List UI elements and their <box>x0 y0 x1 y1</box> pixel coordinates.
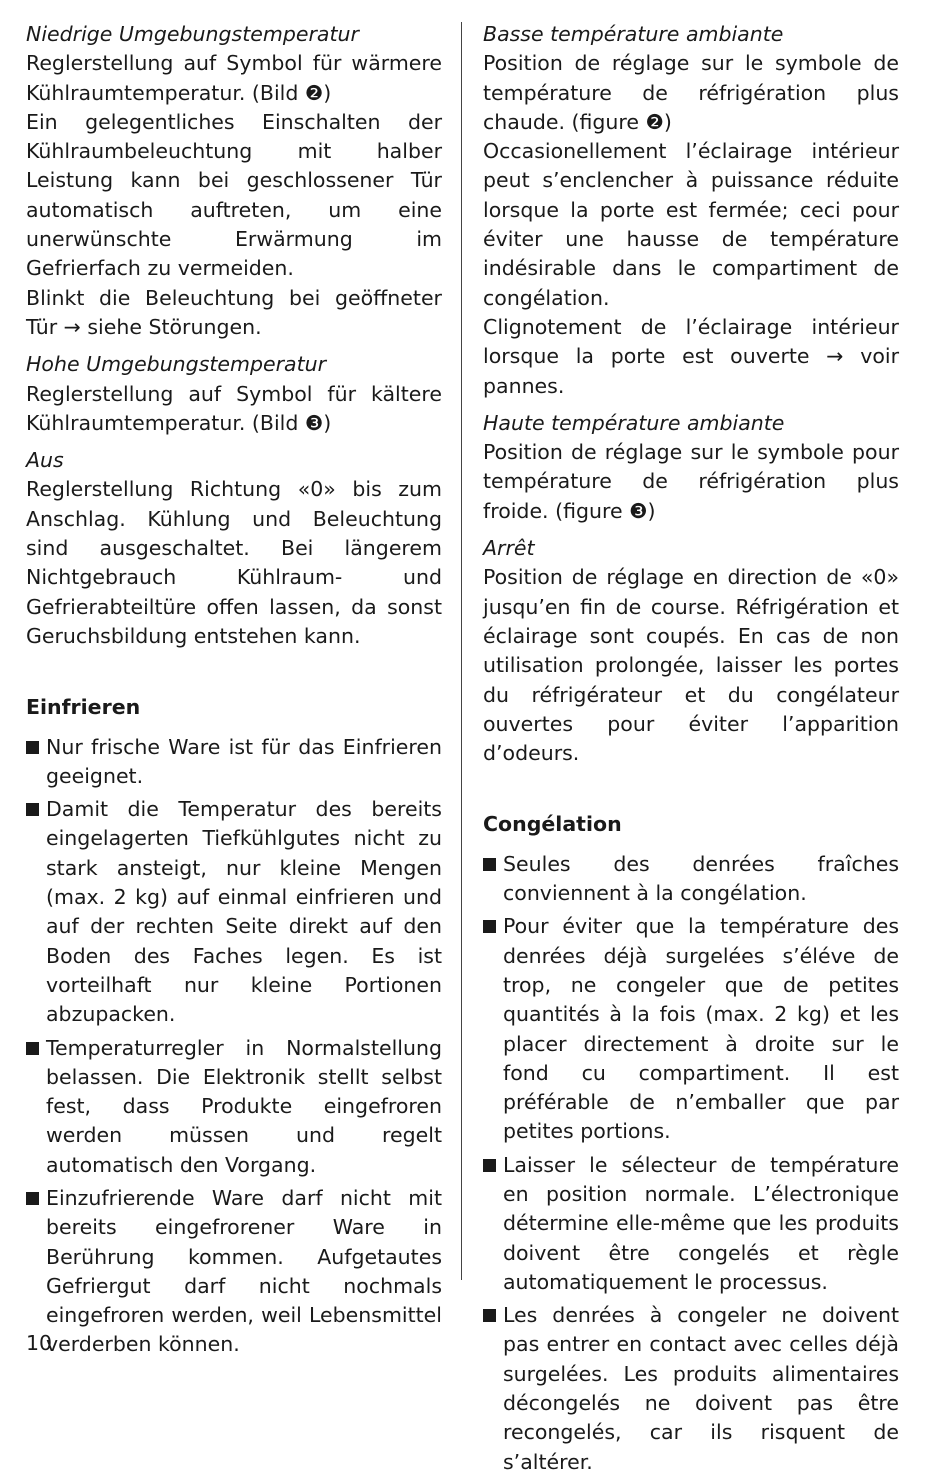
fr-freezing-list <box>483 850 899 1477</box>
fr-high-temp-title: Haute température ambiante <box>483 410 785 435</box>
de-freezing-heading: Einfrieren <box>26 695 141 720</box>
list-item: Temperaturregler in Normalstellung belassen. Die Elektronik stellt selbst fest, dass Produkte eingefroren werden müssen und regelt automatisch den Vorgang. <box>26 1034 442 1180</box>
de-off-text: Reglerstellung Richtung «0» bis zum Anschlag. Kühlung und Beleuchtung sind ausgeschaltet. Bei längerem Nichtgebrauch Kühlraum- und Gefrierabteiltüre offen lassen, da sonst Geruchsbildung entstehen kann. <box>26 477 442 648</box>
column-divider <box>461 22 462 1280</box>
fr-low-temp-text-1: Position de réglage sur le symbole de température de réfrigération plus chaude. (figure ❷) <box>483 51 899 134</box>
de-low-temp-text-3: Blinkt die Beleuchtung bei geöffneter Tür → siehe Störungen. <box>26 285 442 339</box>
fr-off-text: Position de réglage en direction de «0» jusqu’en fin de course. Réfrigération et éclairage sont coupés. En cas de non utilisation prolongée, laisser les portes du réfrigérateur et du congélateur ouvertes pour éviter l’apparition d’odeurs. <box>483 565 899 766</box>
de-low-temp-text-2: Ein gelegentliches Einschalten der Kühlraumbeleuchtung mit halber Leistung kann bei geschlossener Tür automatisch auftreten, um eine unerwünschte Erwärmung im Gefrierfach zu vermeiden. <box>26 109 442 281</box>
de-high-temp-title: Hohe Umgebungstemperatur <box>26 352 327 377</box>
list-item: Nur frische Ware ist für das Einfrieren geeignet. <box>26 733 442 792</box>
de-off-title: Aus <box>26 448 64 473</box>
fr-low-temp-text-3: Clignotement de l’éclairage intérieur lorsque la porte est ouverte → voir pannes. <box>483 314 899 398</box>
fr-freezing-heading: Congélation <box>483 812 622 837</box>
list-item: Damit die Temperatur des bereits eingelagerten Tiefkühlgutes nicht zu stark ansteigt, nur kleine Mengen (max. 2 kg) auf einmal einfrieren und auf der rechten Seite direkt auf den Boden des Faches legen. Es ist vorteilhaft nur kleine Portionen abzupacken. <box>26 795 442 1029</box>
list-item: Seules des denrées fraîches conviennent à la congélation. <box>483 850 899 909</box>
fr-off-title: Arrêt <box>483 536 535 561</box>
list-item: Laisser le sélecteur de température en position normale. L’électronique détermine elle-même que les produits doivent être congelés et règle automatiquement le processus. <box>483 1151 899 1297</box>
list-item: Einzufrierende Ware darf nicht mit bereits eingefrorener Ware in Berührung kommen. Aufgetautes Gefriergut darf nicht nochmals eingefroren werden, weil Lebensmittel verderben können. <box>26 1184 442 1360</box>
list-item: Les denrées à congeler ne doivent pas entrer en contact avec celles déjà surgelées. Les produits alimentaires décongelés ne doivent pas être recongelés, car ils risquent de s’altérer. <box>483 1301 899 1477</box>
page-number: 10 <box>26 1331 53 1355</box>
fr-low-temp-title: Basse température ambiante <box>483 22 784 46</box>
list-item: Pour éviter que la température des denrées déjà surgelées s’éléve de trop, ne congeler que de petites quantités à la fois (max. 2 kg) et les placer directement à droite sur le fond cu compartiment. Il est préférable de n’emballer que par petites portions. <box>483 912 899 1146</box>
de-freezing-list <box>26 733 442 1360</box>
de-high-temp-text: Reglerstellung auf Symbol für kältere Kühlraumtemperatur. (Bild ❸) <box>26 381 442 435</box>
de-low-temp-title: Niedrige Umgebungstemperatur <box>26 22 359 46</box>
fr-low-temp-text-2: Occasionellement l’éclairage intérieur peut s’enclencher à puissance réduite lorsque la porte est fermée; ceci pour éviter une hausse de température indésirable dans le compartiment de congélation. <box>483 139 899 310</box>
french-column <box>483 20 899 1481</box>
fr-high-temp-text: Position de réglage sur le symbole pour température de réfrigération plus froide. (figure ❸) <box>483 440 899 523</box>
german-column <box>26 20 442 1364</box>
de-low-temp-text-1: Reglerstellung auf Symbol für wärmere Kühlraumtemperatur. (Bild ❷) <box>26 51 442 105</box>
